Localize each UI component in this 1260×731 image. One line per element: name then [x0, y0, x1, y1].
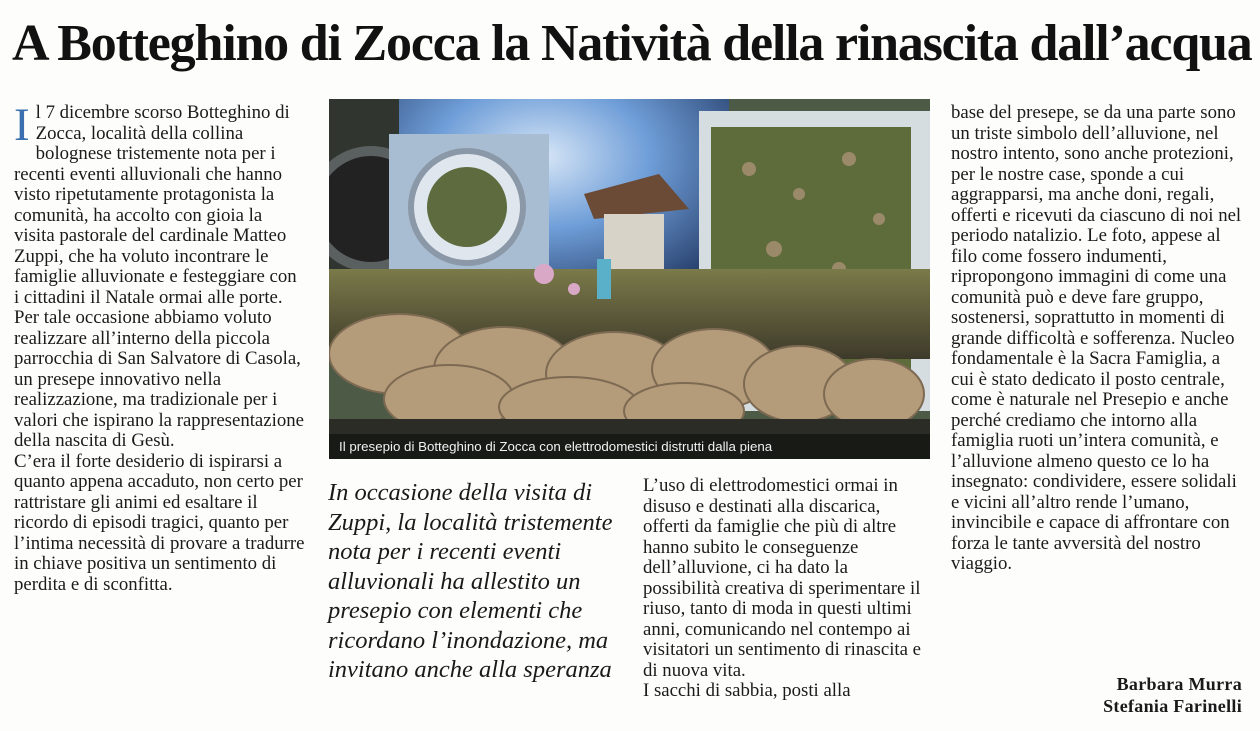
- author-name: Stefania Farinelli: [1103, 696, 1242, 716]
- pull-quote: In occasione della visita di Zuppi, la località tristemente nota per i recenti eventi alluvionali ha allestito un presepio con elementi che ricordano l’inondazione, ma invitano anche alla speranza: [328, 479, 613, 683]
- nativity-photo: [329, 99, 930, 459]
- column1-paragraph-2: C’era il forte desiderio di ispirarsi a quanto appena accaduto, non certo per rattristare gli animi ed esaltare il ricordo di episodi tragici, quanto per l’intima necessità di provare a tradurre in chiave positiva un sentimento di perdita e di sconfitta.: [14, 450, 305, 595]
- drop-cap: I: [14, 99, 30, 151]
- author-name: Barbara Murra: [1116, 674, 1242, 694]
- photo-caption: Il presepio di Botteghino di Zocca con elettrodomestici distrutti dalla piena: [329, 434, 930, 459]
- article-column-4: [951, 103, 1243, 575]
- article-column-1: [14, 99, 306, 595]
- headline: A Botteghino di Zocca la Natività della rinascita dall’acqua: [12, 15, 1252, 72]
- column3-paragraph-2: I sacchi di sabbia, posti alla: [643, 680, 851, 701]
- column1-paragraph-1: l 7 dicembre scorso Botteghino di Zocca, località della collina bolognese tristemente nota per i recenti eventi alluvionali che hanno visto ripetutamente protagonista la comunità, ha accolto con gioia la visita pastorale del cardinale Matteo Zuppi, che ha voluto incontrare le famiglie alluvionate e festeggiare con i cittadini il Natale ormai alle porte. Per tale occasione abbiamo voluto realizzare all’interno della piccola parrocchia di San Salvatore di Casola, un presepe innovativo nella realizzazione, ma tradizionale per i valori che ispirano la rappresentazione della nascita di Gesù.: [14, 102, 304, 451]
- nativity-scene-image: [329, 99, 930, 459]
- byline: [1103, 673, 1242, 717]
- article-column-3: [643, 476, 929, 702]
- column4-paragraph-1: base del presepe, se da una parte sono un triste simbolo dell’alluvione, nel nostro intento, sono anche protezioni, per le nostre case, sponde a cui aggrapparsi, ma anche doni, regali, offerti e ricevuti da ciascuno di noi nel periodo natalizio. Le foto, appese al filo come fossero indumenti, ripropongono immagini di come una comunità può e deve fare gruppo, sostenersi, soprattutto in momenti di grande difficoltà e sofferenza. Nucleo fondamentale è la Sacra Famiglia, a cui è stato dedicato il posto centrale, come è naturale nel Presepio e anche perché crediamo che intorno alla famiglia ruoti un’intera comunità, e l’alluvione almeno questo ce lo ha insegnato: condividere, essere solidali e vicini all’altro rende l’umano, invincibile e capace di affrontare con forza le tante avversità del nostro viaggio.: [951, 102, 1242, 574]
- column3-paragraph-1: L’uso di elettrodomestici ormai in disuso e destinati alla discarica, offerti da famiglie che più di altre hanno subito le conseguenze dell’alluvione, ci ha dato la possibilità creativa di sperimentare il riuso, tanto di moda in questi ultimi anni, comunicando nel contempo ai visitatori un sentimento di rinascita e di nuova vita.: [643, 475, 922, 681]
